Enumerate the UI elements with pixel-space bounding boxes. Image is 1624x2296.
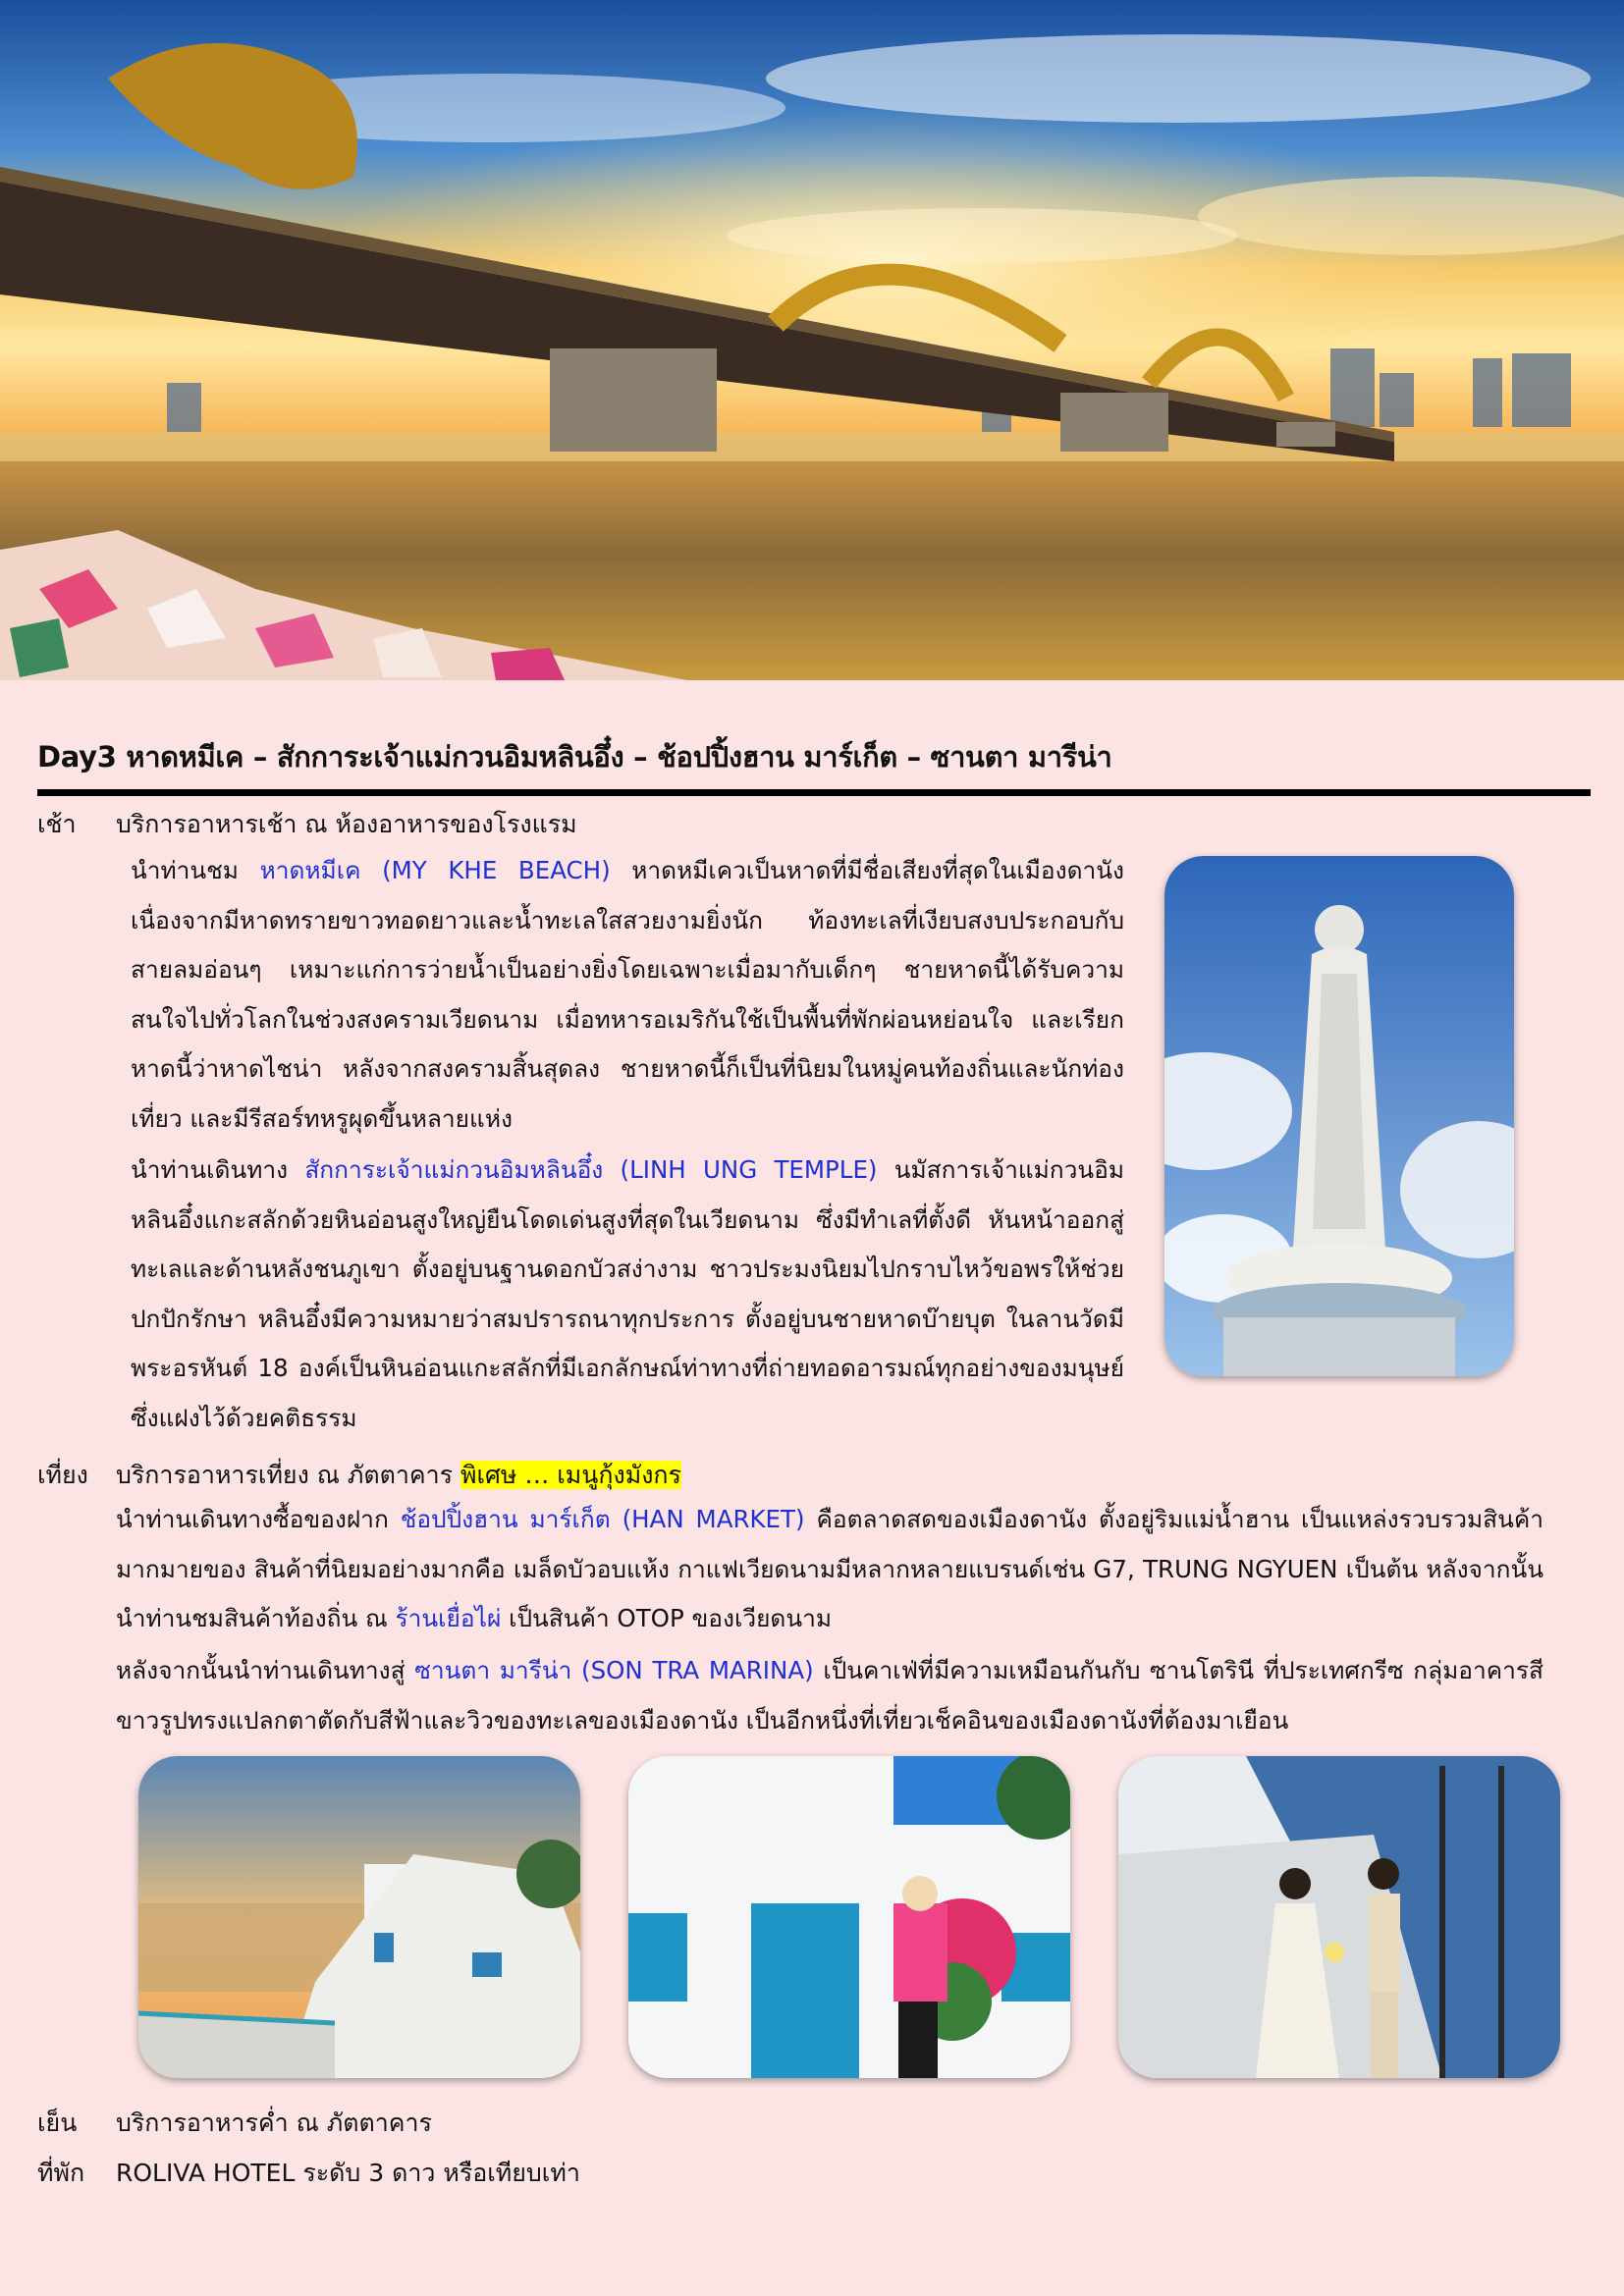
day-title: Day3 หาดหมีเค – สักการะเจ้าแม่กวนอิมหลินอึ๋ง – ช้อปปิ้งฮาน มาร์เก็ต – ซานตา มารีน่า (37, 740, 1112, 774)
hotel-info: ROLIVA HOTEL ระดับ 3 ดาว หรือเทียบเท่า (116, 2159, 580, 2187)
temple-highlight: สักการะเจ้าแม่กวนอิมหลินอึ๋ง (LINH UNG TEMPLE) (304, 1155, 878, 1184)
title-divider (37, 789, 1591, 796)
evening-label: เย็น (37, 2109, 78, 2137)
marina-lead: หลังจากนั้นนำท่านเดินทางสู่ (116, 1656, 406, 1684)
beach-highlight: หาดหมีเค (MY KHE BEACH) (259, 856, 611, 884)
temple-lead: นำท่านเดินทาง (131, 1155, 289, 1184)
hero-dragon-bridge-photo (0, 0, 1624, 680)
marina-paragraph (116, 1646, 1543, 1745)
market-paragraph (116, 1495, 1543, 1644)
market-text-a: คือตลาดสดของเมืองดานัง ตั้งอยู่ริมแม่น้ำฮาน เป็นแหล่งรวบรวมสินค้ามากมายของ สินค้าที่นิยมอย่างมากคือ เมล็ดบัวอบแห้ง กาแฟเวียดนามมีหลากหลายแบรนด์เช่น G7, TRUNG NGYUEN เป็นต้น หลังจากนั้นนำท่านชมสินค้าท้องถิ่น ณ (116, 1505, 1544, 1633)
marina-highlight: ซานตา มารีน่า (SON TRA MARINA) (414, 1656, 814, 1684)
market-text-b: เป็นสินค้า OTOP ของเวียดนาม (509, 1604, 832, 1633)
evening-meal: บริการอาหารค่ำ ณ ภัตตาคาร (116, 2109, 432, 2137)
marina-text: เป็นคาเฟ่ที่มีความเหมือนกันกับ ซานโตรินี ที่ประเทศกรีซ กลุ่มอาคารสีขาวรูปทรงแปลกตาตัดกับสีฟ้าและวิวของทะเลของเมืองดานัง เป็นอีกหนึ่งที่เที่ยวเช็คอินของเมืองดานังที่ต้องมาเยือน (116, 1656, 1543, 1735)
market-lead: นำท่านเดินทางซื้อของฝาก (116, 1505, 389, 1533)
beach-lead: นำท่านชม (131, 856, 239, 884)
beach-text: หาดหมีเควเป็นหาดที่มีชื่อเสียงที่สุดในเมืองดานัง เนื่องจากมีหาดทรายขาวทอดยาวและน้ำทะเลใสสวยงามยิ่งนัก ท้องทะเลที่เงียบสงบประกอบกับสายลมอ่อนๆ เหมาะแก่การว่ายน้ำเป็นอย่างยิ่งโดยเฉพาะเมื่อมากับเด็กๆ ชายหาดนี้ได้รับความสนใจไปทั่วโลกในช่วงสงครามเวียดนาม เมื่อทหารอเมริกันใช้เป็นพื้นที่พักผ่อนหย่อนใจ และเรียกหาดนี้ว่าหาดไชน่า หลังจากสงครามสิ้นสุดลง ชายหาดนี้ก็เป็นที่นิยมในหมู่คนท้องถิ่นและนักท่องเที่ยว และมีรีสอร์ทหรูผุดขึ้นหลายแห่ง (131, 856, 1124, 1133)
morning-meal: บริการอาหารเช้า ณ ห้องอาหารของโรงแรม (116, 810, 577, 838)
market-highlight: ช้อปปิ้งฮาน มาร์เก็ต (HAN MARKET) (400, 1505, 805, 1533)
noon-meal: บริการอาหารเที่ยง ณ ภัตตาคาร (116, 1461, 454, 1489)
linh-ung-statue-photo (1164, 856, 1514, 1376)
morning-label: เช้า (37, 810, 77, 838)
marina-blue-door-photo (628, 1756, 1070, 2078)
beach-paragraph (131, 846, 1124, 1145)
marina-sunset-photo (138, 1756, 580, 2078)
noon-special-badge: พิเศษ … เมนูกุ้งมังกร (460, 1461, 681, 1489)
stay-label: ที่พัก (37, 2159, 85, 2187)
temple-text: นมัสการเจ้าแม่กวนอิมหลินอึ๋งแกะสลักด้วยหินอ่อนสูงใหญ่ยืนโดดเด่นสูงที่สุดในเวียดนาม ซึ่งมีทำเลที่ตั้งดี หันหน้าออกสู่ทะเลและด้านหลังชนภูเขา ตั้งอยู่บนฐานดอกบัวสง่างาม ชาวประมงนิยมไปกราบไหว้ขอพรให้ช่วยปกปักรักษา หลินอึ๋งมีความหมายว่าสมปรารถนาทุกประการ ตั้งอยู่บนชายหาดบ๊ายบุต ในลานวัดมีพระอรหันต์ 18 องค์เป็นหินอ่อนแกะสลักที่มีเอกลักษณ์ท่าทางที่ถ่ายทอดอารมณ์ทุกอย่างของมนุษย์ซึ่งแฝงไว้ด้วยคติธรรม (131, 1155, 1124, 1432)
temple-paragraph (131, 1146, 1124, 1444)
noon-meal-line (116, 1456, 681, 1495)
noon-label: เที่ยง (37, 1461, 88, 1489)
marina-couple-photo (1118, 1756, 1560, 2078)
bamboo-shop: ร้านเยื่อไผ่ (395, 1604, 502, 1633)
